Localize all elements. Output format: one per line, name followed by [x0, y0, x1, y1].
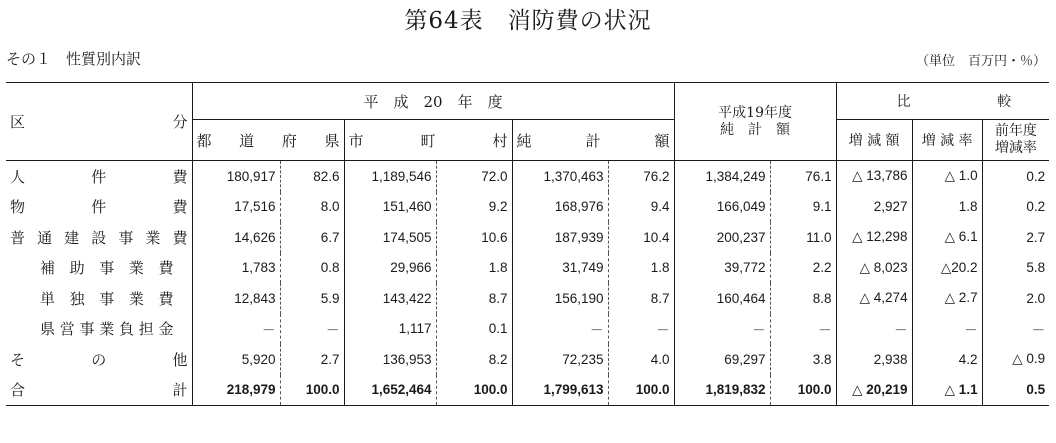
table-cell: － [512, 314, 608, 345]
table-cell: 1,652,464 [344, 375, 436, 406]
table-cell: △ 1.0 [912, 161, 982, 192]
table-cell: 2,927 [836, 192, 912, 223]
row-label: 県営事業負担金 [40, 320, 174, 339]
table-row [6, 375, 1049, 406]
table-row [6, 161, 1049, 192]
table-row [6, 314, 1049, 345]
table-cell: 17,516 [192, 192, 280, 223]
table-cell: 100.0 [436, 375, 512, 406]
table-cell: 187,939 [512, 222, 608, 253]
table-cell: △ 1.1 [912, 375, 982, 406]
fire-expense-table [6, 82, 1049, 406]
table-cell: 5.8 [982, 253, 1049, 284]
table-cell: 76.2 [608, 161, 674, 192]
table-cell: 1,799,613 [512, 375, 608, 406]
header-zougen-ritsu: 増 減 率 [912, 120, 982, 161]
table-row [6, 222, 1049, 253]
row-label: 人件費 [10, 167, 188, 186]
table-cell: 100.0 [280, 375, 344, 406]
table-cell: 218,979 [192, 375, 280, 406]
table-cell: 1,384,249 [674, 161, 770, 192]
table-row [6, 344, 1049, 375]
table-cell: 10.4 [608, 222, 674, 253]
table-cell: 69,297 [674, 344, 770, 375]
table-cell: 31,749 [512, 253, 608, 284]
table-cell: － [770, 314, 836, 345]
header-kubun: 区 分 [6, 83, 192, 161]
header-h19 [674, 83, 836, 161]
table-row [6, 192, 1049, 223]
table-cell: 100.0 [608, 375, 674, 406]
header-todofuken: 都 道 府 県 [192, 120, 344, 161]
table-row [6, 283, 1049, 314]
table-cell: 8.7 [608, 283, 674, 314]
table-cell: 1,189,546 [344, 161, 436, 192]
unit-label: （単位 百万円・％） [915, 54, 1046, 69]
table-cell: － [280, 314, 344, 345]
table-cell: 166,049 [674, 192, 770, 223]
table-cell: 72.0 [436, 161, 512, 192]
table-cell: 9.4 [608, 192, 674, 223]
table-cell: 0.1 [436, 314, 512, 345]
table-cell: 2.7 [982, 222, 1049, 253]
table-cell: 156,190 [512, 283, 608, 314]
row-label: その他 [10, 350, 188, 369]
page-title: 第64表 消防費の状況 [404, 8, 652, 34]
table-cell: 5.9 [280, 283, 344, 314]
table-subtitle: その１ 性質別内訳 [6, 50, 142, 68]
table-row [6, 253, 1049, 284]
table-cell: 2.2 [770, 253, 836, 284]
table-cell: － [912, 314, 982, 345]
header-zougen-gaku: 増 減 額 [836, 120, 912, 161]
row-label: 合計 [6, 375, 192, 406]
table-cell: 174,505 [344, 222, 436, 253]
row-label: 補助事業費 [40, 259, 174, 278]
header-zennen-line2: 増減率 [994, 140, 1037, 156]
table-cell: 4.0 [608, 344, 674, 375]
header-junkei: 純 計 額 [512, 120, 674, 161]
table-cell: 1,370,463 [512, 161, 608, 192]
table-cell: △ 12,298 [836, 222, 912, 253]
table-cell: 9.1 [770, 192, 836, 223]
table-cell: 29,966 [344, 253, 436, 284]
table-cell: － [836, 314, 912, 345]
table-cell: △ 4,274 [836, 283, 912, 314]
table-cell: 136,953 [344, 344, 436, 375]
table-cell: 0.2 [982, 192, 1049, 223]
header-kaku: 較 [997, 94, 1012, 110]
table-cell: － [982, 314, 1049, 345]
table-cell: 2,938 [836, 344, 912, 375]
table-cell: 14,626 [192, 222, 280, 253]
table-cell: 1,783 [192, 253, 280, 284]
table-cell: 10.6 [436, 222, 512, 253]
row-label: 物件費 [10, 198, 188, 217]
table-cell: 100.0 [770, 375, 836, 406]
row-label: 普通建設事業費 [10, 228, 188, 247]
table-cell: 180,917 [192, 161, 280, 192]
table-cell: 1.8 [912, 192, 982, 223]
table-cell: 5,920 [192, 344, 280, 375]
table-cell: 160,464 [674, 283, 770, 314]
table-cell: 8.0 [280, 192, 344, 223]
table-cell: △ 20,219 [836, 375, 912, 406]
table-cell: 0.8 [280, 253, 344, 284]
table-cell: 12,843 [192, 283, 280, 314]
table-cell: 0.5 [982, 375, 1049, 406]
table-cell: 200,237 [674, 222, 770, 253]
header-hikaku [836, 83, 1049, 120]
table-cell: △ 0.9 [982, 344, 1049, 375]
table-cell: △ 6.1 [912, 222, 982, 253]
table-cell: 0.2 [982, 161, 1049, 192]
table-cell: 1.8 [608, 253, 674, 284]
header-h19-line2: 純 計 額 [720, 121, 791, 138]
header-h20: 平 成 20 年 度 [192, 83, 674, 120]
table-cell: 8.2 [436, 344, 512, 375]
header-h19-line1: 平成19年度 [718, 104, 792, 121]
row-label: 単独事業費 [40, 289, 174, 308]
table-cell: 8.8 [770, 283, 836, 314]
table-cell: △ 13,786 [836, 161, 912, 192]
table-cell: 1,819,832 [674, 375, 770, 406]
table-cell: 39,772 [674, 253, 770, 284]
table-cell: 2.0 [982, 283, 1049, 314]
table-cell: △ 8,023 [836, 253, 912, 284]
table-cell: 11.0 [770, 222, 836, 253]
table-cell: △ 2.7 [912, 283, 982, 314]
table-cell: 8.7 [436, 283, 512, 314]
table-cell: 3.8 [770, 344, 836, 375]
table-cell: － [192, 314, 280, 345]
header-zennen [982, 120, 1049, 161]
table-cell: 9.2 [436, 192, 512, 223]
table-cell: 82.6 [280, 161, 344, 192]
header-hi: 比 [896, 94, 911, 110]
table-cell: 4.2 [912, 344, 982, 375]
header-zennen-line1: 前年度 [994, 123, 1037, 139]
table-cell: 72,235 [512, 344, 608, 375]
table-cell: 168,976 [512, 192, 608, 223]
table-cell: 6.7 [280, 222, 344, 253]
table-cell: △20.2 [912, 253, 982, 284]
table-cell: 1,117 [344, 314, 436, 345]
table-cell: － [608, 314, 674, 345]
table-cell: 1.8 [436, 253, 512, 284]
table-cell: 76.1 [770, 161, 836, 192]
table-cell: 2.7 [280, 344, 344, 375]
table-cell: － [674, 314, 770, 345]
table-cell: 151,460 [344, 192, 436, 223]
header-shichoson: 市 町 村 [344, 120, 512, 161]
table-cell: 143,422 [344, 283, 436, 314]
